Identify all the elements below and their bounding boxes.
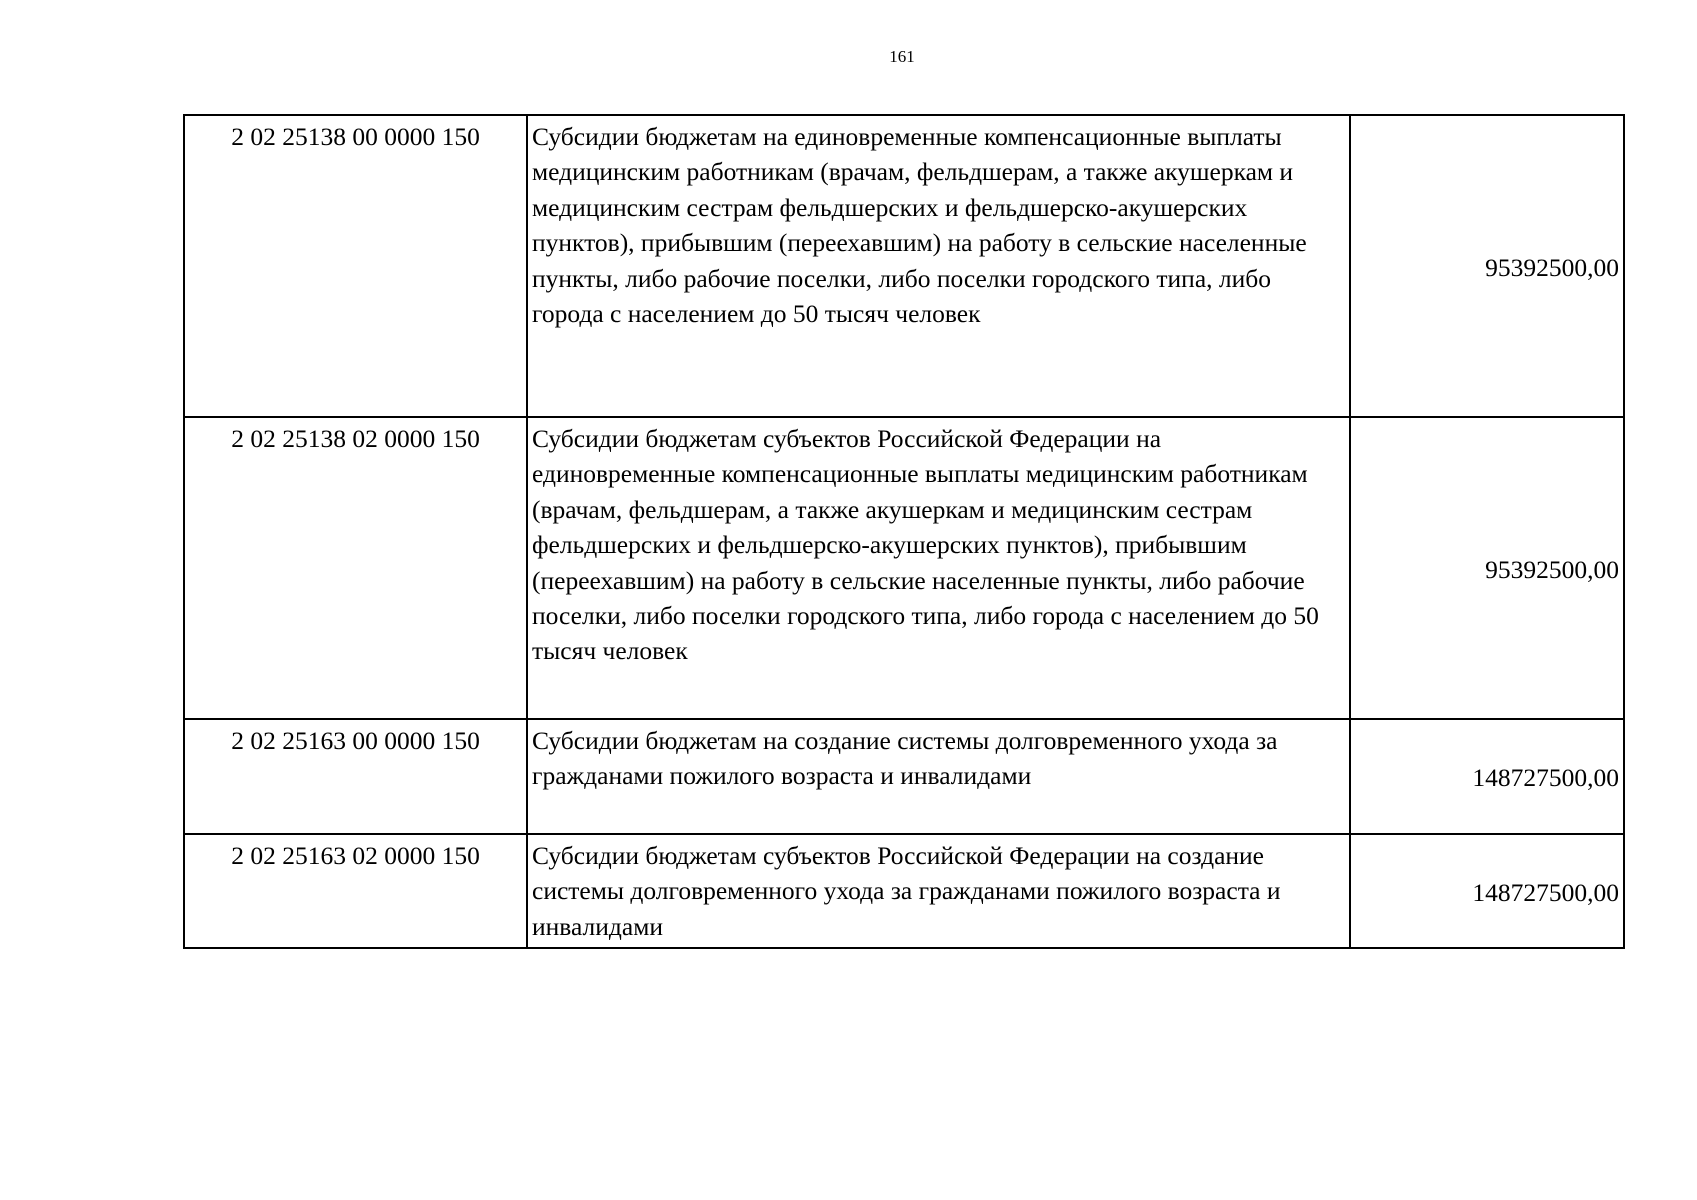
page-number: 161 — [889, 47, 915, 66]
amount-cell: 148727500,00 — [1350, 834, 1624, 948]
table-row — [184, 417, 1624, 719]
amount-cell: 95392500,00 — [1350, 115, 1624, 417]
description-cell: Субсидии бюджетам субъектов Российской Федерации на создание системы долговременного ухода за гражданами пожилого возраста и инвалидами — [527, 834, 1350, 948]
budget-code-cell: 2 02 25138 02 0000 150 — [184, 417, 527, 719]
budget-table — [183, 114, 1625, 949]
description-cell: Субсидии бюджетам субъектов Российской Федерации на единовременные компенсационные выплаты медицинским работникам (врачам, фельдшерам, а также акушеркам и медицинским сестрам фельдшерских и фельдшерско-акушерских пунктов), прибывшим (переехавшим) на работу в сельские населенные пункты, либо рабочие поселки, либо поселки городского типа, либо города с населением до 50 тысяч человек — [527, 417, 1350, 719]
description-cell: Субсидии бюджетам на создание системы долговременного ухода за гражданами пожилого возраста и инвалидами — [527, 719, 1350, 834]
description-cell: Субсидии бюджетам на единовременные компенсационные выплаты медицинским работникам (врачам, фельдшерам, а также акушеркам и медицинским сестрам фельдшерских и фельдшерско-акушерских пунктов), прибывшим (переехавшим) на работу в сельские населенные пункты, либо рабочие поселки, либо поселки городского типа, либо города с населением до 50 тысяч человек — [527, 115, 1350, 417]
table-row — [184, 115, 1624, 417]
table-row — [184, 834, 1624, 948]
amount-cell: 148727500,00 — [1350, 719, 1624, 834]
table-row — [184, 719, 1624, 834]
amount-cell: 95392500,00 — [1350, 417, 1624, 719]
budget-code-cell: 2 02 25163 00 0000 150 — [184, 719, 527, 834]
budget-code-cell: 2 02 25138 00 0000 150 — [184, 115, 527, 417]
budget-code-cell: 2 02 25163 02 0000 150 — [184, 834, 527, 948]
